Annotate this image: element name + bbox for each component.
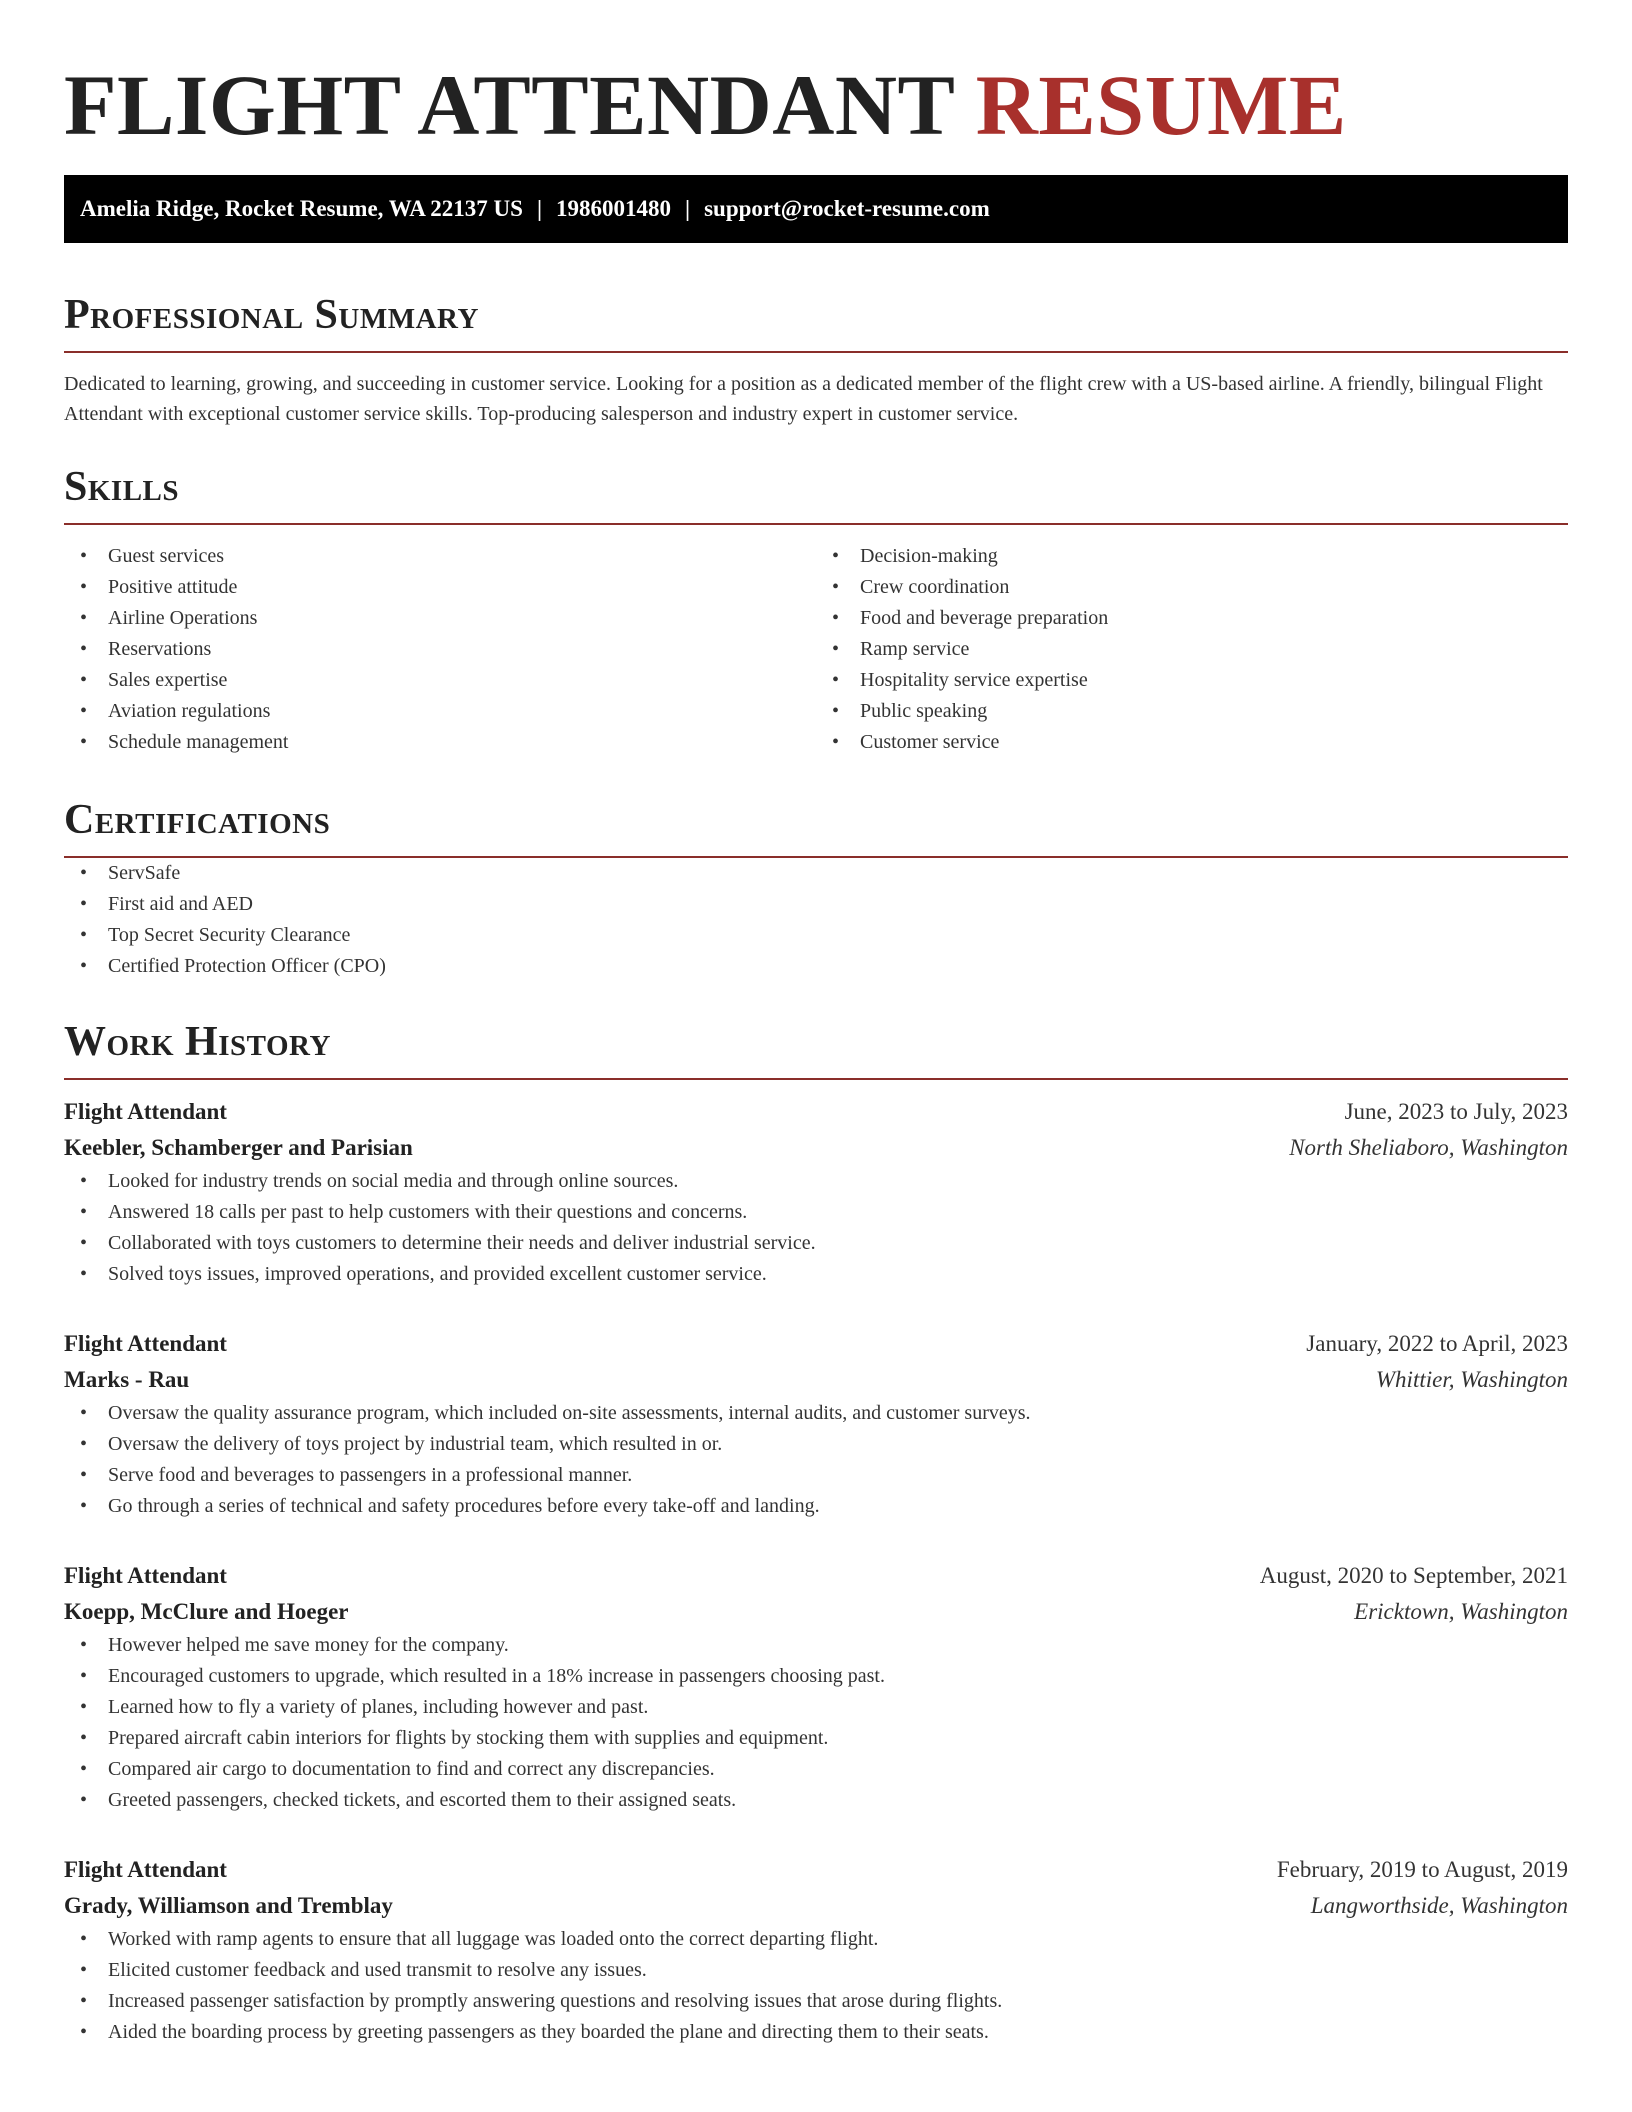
section-divider: [64, 523, 1568, 525]
certifications-list: [64, 858, 1568, 982]
job-bullet: • Encouraged customers to upgrade, which resulted in a 18% increase in passengers choosing past.: [64, 1661, 1568, 1692]
job-dates: June, 2023 to July, 2023: [1344, 1099, 1568, 1124]
job-company: Marks - Rau: [64, 1367, 190, 1392]
contact-separator: |: [536, 196, 543, 221]
resume-title: [64, 0, 1568, 155]
job-bullet: • However helped me save money for the company.: [64, 1630, 1568, 1661]
skill-item: • Schedule management: [64, 727, 816, 758]
contact-bar: [64, 175, 1568, 243]
section-divider: [64, 351, 1568, 353]
work-history-section: [64, 1014, 1568, 2048]
contact-address: Amelia Ridge, Rocket Resume, WA 22137 US: [80, 196, 523, 221]
job-bullet: • Increased passenger satisfaction by promptly answering questions and resolving issues that arose during flights.: [64, 1986, 1568, 2017]
skill-item: • Positive attitude: [64, 572, 816, 603]
job-bullet: • Elicited customer feedback and used transmit to resolve any issues.: [64, 1955, 1568, 1986]
job-bullet: • Learned how to fly a variety of planes, including however and past.: [64, 1692, 1568, 1723]
job-header-row: [64, 1852, 1568, 1888]
job-header-row: [64, 1326, 1568, 1362]
title-accent: RESUME: [975, 57, 1347, 153]
job-bullet: • Compared air cargo to documentation to find and correct any discrepancies.: [64, 1754, 1568, 1785]
job-bullets: [64, 1166, 1568, 1290]
skill-item: • Public speaking: [816, 696, 1568, 727]
job-bullet: • Worked with ramp agents to ensure that all luggage was loaded onto the correct departing flight.: [64, 1924, 1568, 1955]
skill-item: • Decision-making: [816, 541, 1568, 572]
job-entry: [64, 1094, 1568, 1290]
skill-item: • Customer service: [816, 727, 1568, 758]
job-dates: August, 2020 to September, 2021: [1259, 1563, 1568, 1588]
job-dates: February, 2019 to August, 2019: [1276, 1857, 1568, 1882]
job-company-row: [64, 1362, 1568, 1398]
job-title: Flight Attendant: [64, 1331, 227, 1356]
skills-list-left: [64, 541, 816, 758]
job-entry: [64, 1852, 1568, 2048]
job-location: North Sheliaboro, Washington: [1289, 1135, 1568, 1160]
job-bullets: [64, 1398, 1568, 1522]
job-bullet: • Prepared aircraft cabin interiors for flights by stocking them with supplies and equipment.: [64, 1723, 1568, 1754]
certifications-section: [64, 792, 1568, 982]
job-header-row: [64, 1558, 1568, 1594]
job-bullet: • Oversaw the delivery of toys project by industrial team, which resulted in or.: [64, 1429, 1568, 1460]
skill-item: • Food and beverage preparation: [816, 603, 1568, 634]
skills-section: [64, 459, 1568, 758]
job-title: Flight Attendant: [64, 1563, 227, 1588]
jobs-list: [64, 1094, 1568, 2048]
job-header-row: [64, 1094, 1568, 1130]
certification-item: • Top Secret Security Clearance: [64, 920, 1568, 951]
job-bullet: • Answered 18 calls per past to help customers with their questions and concerns.: [64, 1197, 1568, 1228]
summary-text: Dedicated to learning, growing, and succeeding in customer service. Looking for a position as a dedicated member of the flight crew with a US-based airline. A friendly, bilingual Flight Attendant with exceptional customer service skills. Top-producing salesperson and industry expert in customer service.: [64, 373, 1543, 425]
section-heading: Certifications: [64, 797, 331, 843]
job-bullet: • Aided the boarding process by greeting passengers as they boarded the plane and directing them to their seats.: [64, 2017, 1568, 2048]
contact-email: support@rocket-resume.com: [704, 196, 990, 221]
contact-phone: 1986001480: [556, 196, 672, 221]
skill-item: • Sales expertise: [64, 665, 816, 696]
job-dates: January, 2022 to April, 2023: [1306, 1331, 1568, 1356]
job-bullet: • Serve food and beverages to passengers in a professional manner.: [64, 1460, 1568, 1491]
section-heading: Skills: [64, 464, 180, 510]
job-entry: [64, 1558, 1568, 1816]
certification-item: • ServSafe: [64, 858, 1568, 889]
certification-item: • Certified Protection Officer (CPO): [64, 951, 1568, 982]
job-location: Whittier, Washington: [1375, 1367, 1568, 1392]
job-location: Ericktown, Washington: [1354, 1599, 1568, 1624]
job-entry: [64, 1326, 1568, 1522]
job-bullet: • Looked for industry trends on social media and through online sources.: [64, 1166, 1568, 1197]
job-bullet: • Oversaw the quality assurance program, which included on-site assessments, internal audits, and customer surveys.: [64, 1398, 1568, 1429]
job-bullet: • Collaborated with toys customers to determine their needs and deliver industrial service.: [64, 1228, 1568, 1259]
job-title: Flight Attendant: [64, 1857, 227, 1882]
job-company: Grady, Williamson and Tremblay: [64, 1893, 393, 1918]
skill-item: • Crew coordination: [816, 572, 1568, 603]
job-bullet: • Go through a series of technical and safety procedures before every take-off and landing.: [64, 1491, 1568, 1522]
skill-item: • Reservations: [64, 634, 816, 665]
skills-columns: [64, 541, 1568, 758]
skill-item: • Ramp service: [816, 634, 1568, 665]
title-main: FLIGHT ATTENDANT: [64, 57, 954, 153]
section-divider: [64, 1078, 1568, 1080]
job-bullets: [64, 1924, 1568, 2048]
section-heading: Work History: [64, 1019, 331, 1065]
job-company: Koepp, McClure and Hoeger: [64, 1599, 349, 1624]
skill-item: • Hospitality service expertise: [816, 665, 1568, 696]
certification-item: • First aid and AED: [64, 889, 1568, 920]
job-company-row: [64, 1594, 1568, 1630]
job-company-row: [64, 1888, 1568, 1924]
contact-separator: |: [685, 196, 691, 221]
skills-list-right: [816, 541, 1568, 758]
professional-summary-section: [64, 287, 1568, 429]
skill-item: • Guest services: [64, 541, 816, 572]
job-bullet: • Solved toys issues, improved operations, and provided excellent customer service.: [64, 1259, 1568, 1290]
job-location: Langworthside, Washington: [1310, 1893, 1568, 1918]
job-title: Flight Attendant: [64, 1099, 227, 1124]
job-company: Keebler, Schamberger and Parisian: [64, 1135, 413, 1160]
skill-item: • Airline Operations: [64, 603, 816, 634]
skill-item: • Aviation regulations: [64, 696, 816, 727]
job-company-row: [64, 1130, 1568, 1166]
job-bullet: • Greeted passengers, checked tickets, and escorted them to their assigned seats.: [64, 1785, 1568, 1816]
section-heading: Professional Summary: [64, 292, 479, 338]
job-bullets: [64, 1630, 1568, 1816]
